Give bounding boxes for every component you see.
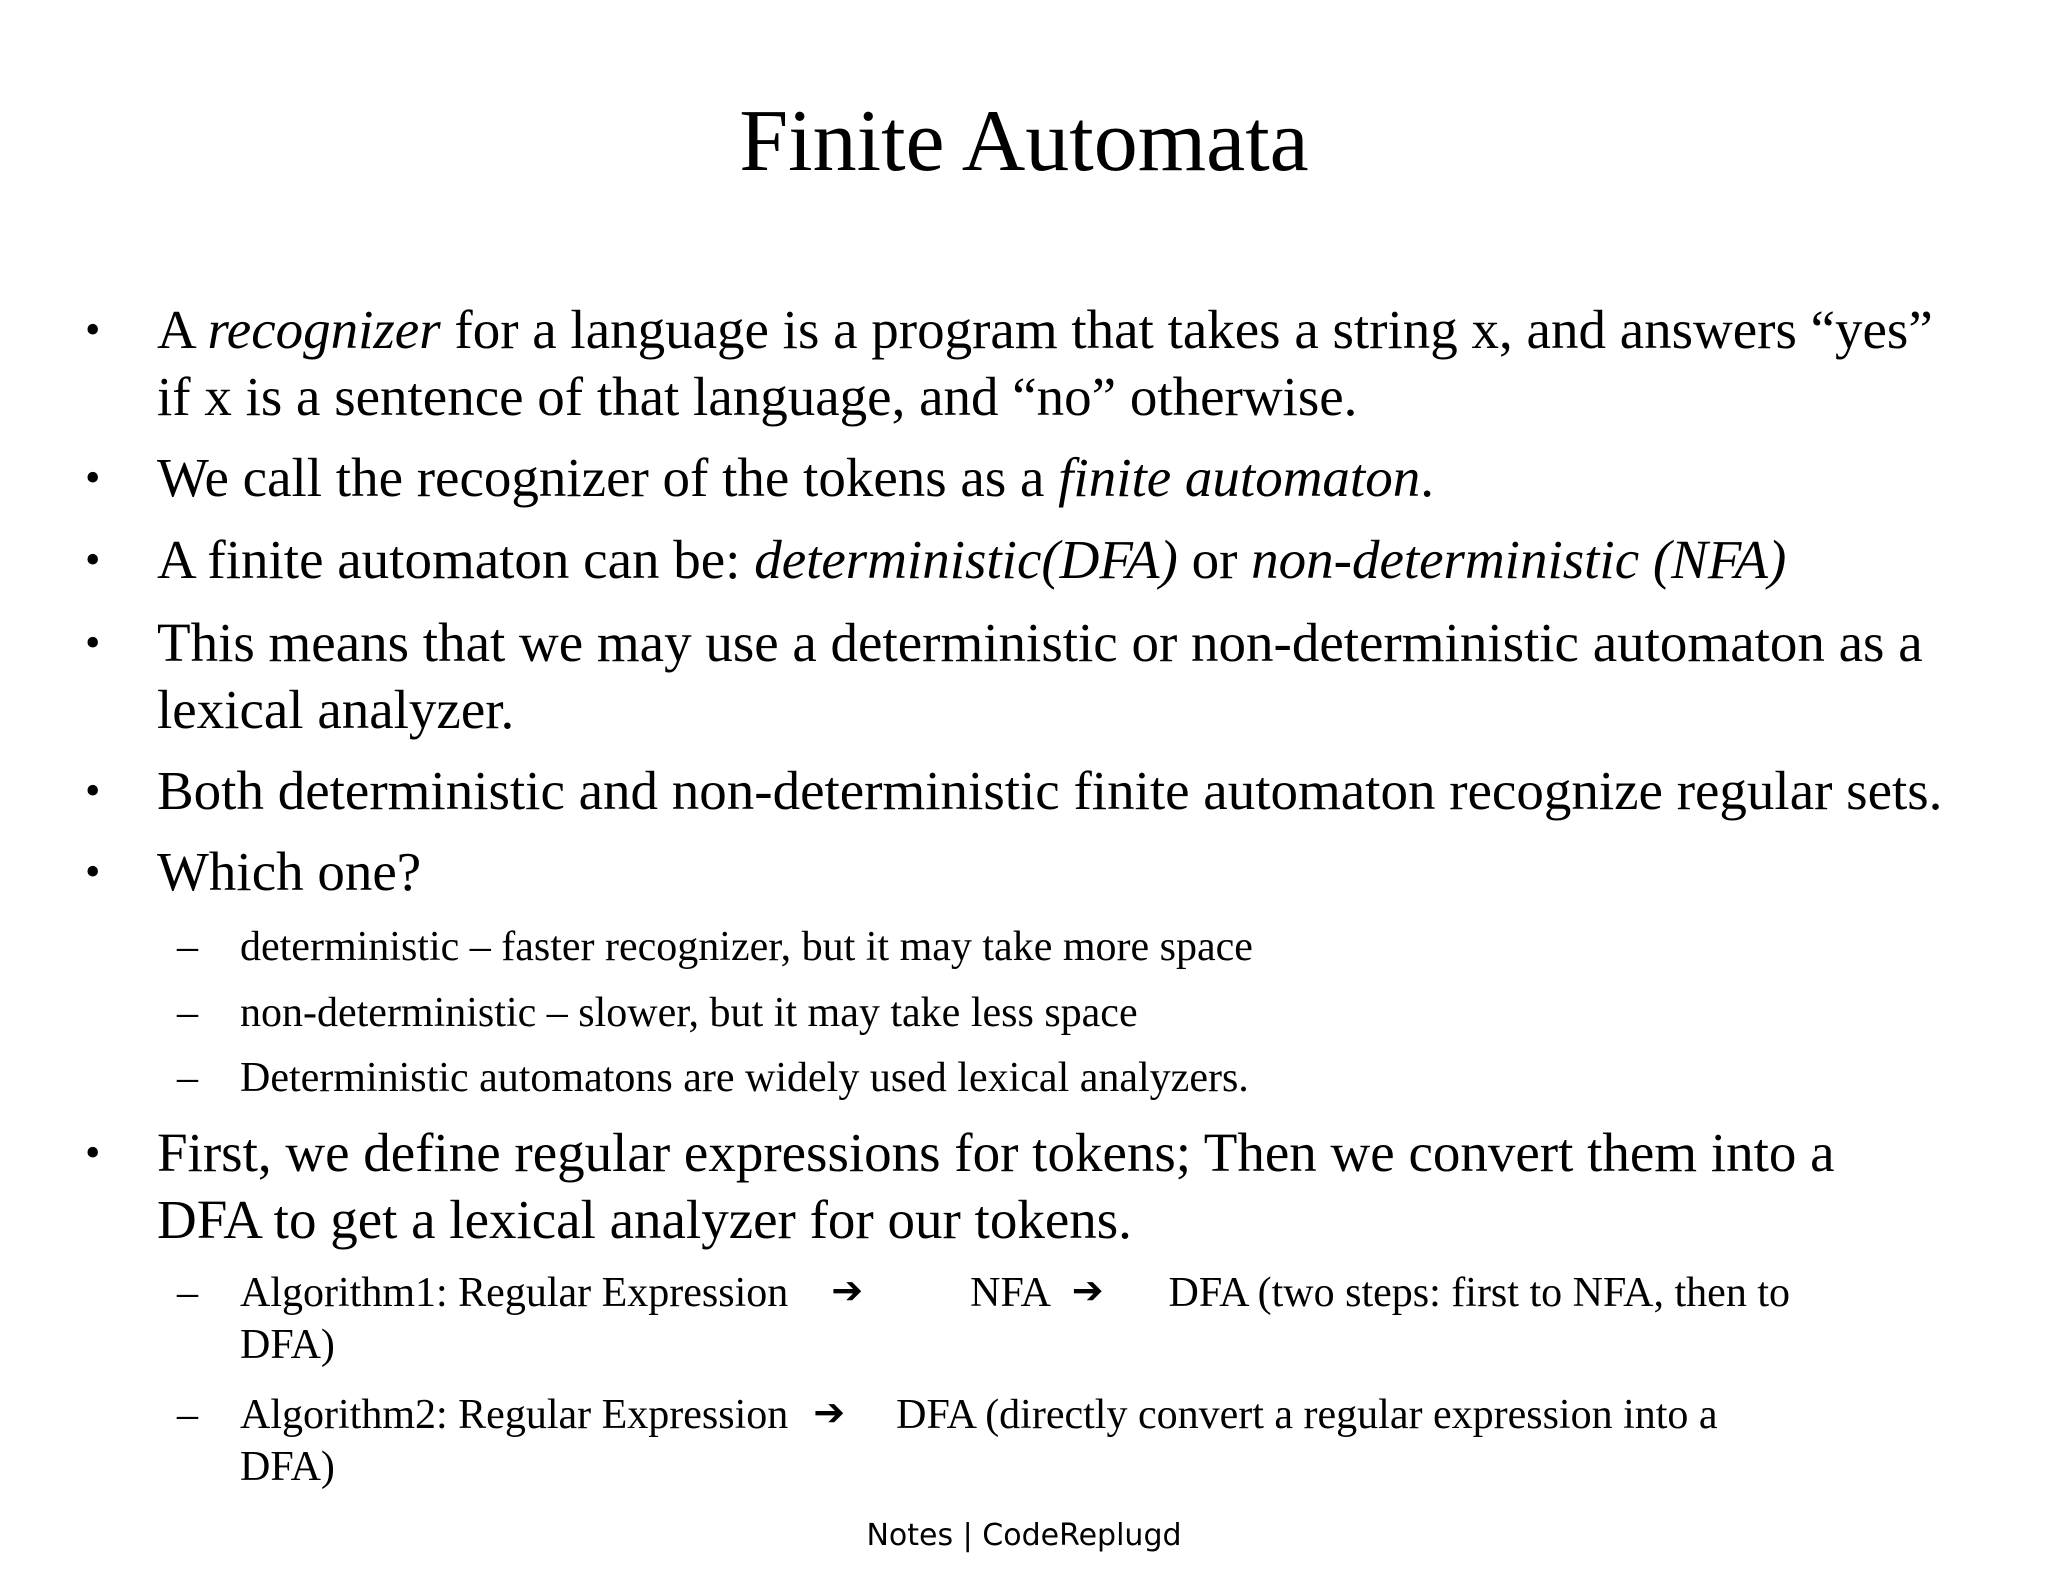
arrow-right-icon: ➔	[813, 1390, 846, 1434]
sub-bullet-algorithm1-continued	[240, 1319, 2000, 1371]
sub-bullet-deterministic	[177, 921, 2000, 973]
bullet-dot: •	[85, 535, 101, 584]
bullet-which-one	[85, 838, 2027, 905]
bullet-dot: •	[85, 847, 101, 896]
sub-bullet-dash: –	[177, 924, 198, 970]
bullet-recognizer	[85, 296, 2027, 363]
algorithm2-label: Algorithm2: Regular Expression	[240, 1392, 789, 1438]
sub-bullet-dash: –	[177, 1270, 198, 1316]
bullet-finite-automaton	[85, 444, 2027, 511]
sub-bullet-dash: –	[177, 990, 198, 1036]
sub-bullet-algorithm2-continued	[240, 1441, 2000, 1493]
bullet-emphasis: finite automaton	[1058, 447, 1421, 508]
bullet-regular-sets	[85, 757, 2027, 824]
bullet-text: Both deterministic and non-deterministic finite automaton recognize regular sets.	[157, 760, 1943, 821]
bullet-emphasis: recognizer	[207, 299, 441, 360]
bullet-lexical-analyzer	[85, 609, 2027, 676]
bullet-dot: •	[85, 453, 101, 502]
sub-bullet-algorithm1	[177, 1267, 2000, 1319]
footer-watermark: Notes | CodeReplugd	[866, 1518, 1182, 1553]
arrow-right-icon: ➔	[1071, 1268, 1104, 1312]
sub-bullet-algorithm2	[177, 1389, 2000, 1441]
bullet-dot: •	[85, 1128, 101, 1177]
bullet-emphasis: deterministic(DFA)	[754, 529, 1178, 590]
sub-bullet-dash: –	[177, 1055, 198, 1101]
bullet-text: A finite automaton can be:	[157, 529, 755, 590]
bullet-dot: •	[85, 305, 101, 354]
slide-title: Finite Automata	[739, 93, 1309, 190]
bullet-dot: •	[85, 618, 101, 667]
sub-bullet-text: Deterministic automatons are widely used lexical analyzers.	[240, 1055, 1249, 1101]
bullet-text: This means that we may use a deterministic or non-deterministic automaton as a	[157, 612, 1923, 673]
sub-bullet-text: deterministic – faster recognizer, but it may take more space	[240, 924, 1253, 970]
bullet-dfa-nfa	[85, 526, 2027, 593]
sub-bullet-widely-used	[177, 1052, 2000, 1104]
bullet-text: .	[1420, 447, 1434, 508]
bullet-emphasis: non-deterministic (NFA)	[1251, 529, 1787, 590]
bullet-text: or	[1177, 529, 1252, 590]
algorithm1-nfa: NFA	[970, 1270, 1049, 1316]
bullet-regular-expressions-continued	[157, 1186, 2027, 1253]
bullet-recognizer-continued	[157, 363, 2027, 430]
bullet-text: A	[157, 299, 208, 360]
sub-bullet-text: DFA)	[240, 1444, 335, 1490]
sub-bullet-non-deterministic	[177, 987, 2000, 1039]
algorithm1-label: Algorithm1: Regular Expression	[240, 1270, 789, 1316]
bullet-text: DFA to get a lexical analyzer for our tokens.	[157, 1189, 1132, 1250]
bullet-text: for a language is a program that takes a string x, and answers “yes”	[440, 299, 1933, 360]
bullet-regular-expressions	[85, 1119, 2027, 1186]
bullet-text: if x is a sentence of that language, and “no” otherwise.	[157, 366, 1358, 427]
bullet-dot: •	[85, 766, 101, 815]
bullet-text: Which one?	[157, 841, 422, 902]
arrow-right-icon: ➔	[831, 1268, 864, 1312]
algorithm1-dfa: DFA (two steps: first to NFA, then to	[1168, 1270, 1790, 1316]
bullet-text: lexical analyzer.	[157, 679, 515, 740]
sub-bullet-dash: –	[177, 1392, 198, 1438]
bullet-text: We call the recognizer of the tokens as a	[157, 447, 1059, 508]
algorithm2-dfa: DFA (directly convert a regular expression into a	[896, 1392, 1718, 1438]
sub-bullet-text: DFA)	[240, 1322, 335, 1368]
sub-bullet-text: non-deterministic – slower, but it may take less space	[240, 990, 1138, 1036]
bullet-lexical-analyzer-continued	[157, 676, 2027, 743]
bullet-text: First, we define regular expressions for tokens; Then we convert them into a	[157, 1122, 1835, 1183]
